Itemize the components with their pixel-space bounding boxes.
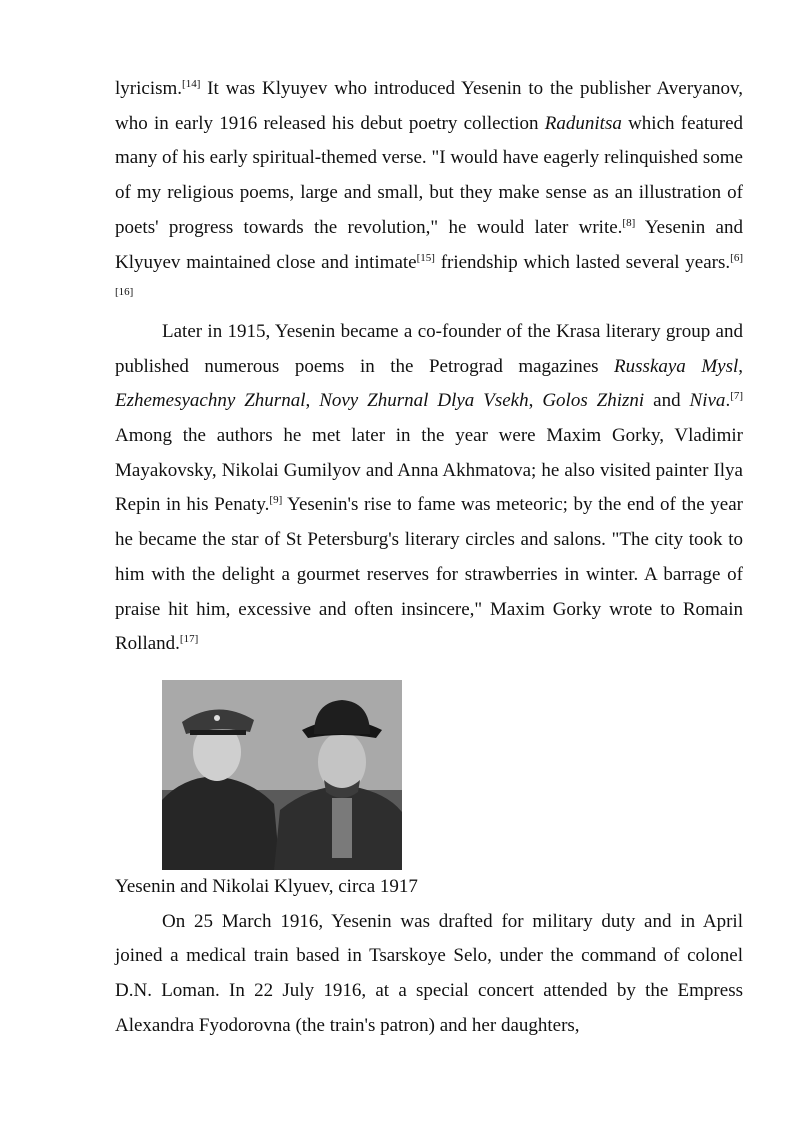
paragraph-3 xyxy=(115,905,743,1044)
text-run: Yesenin's rise to fame was meteoric; by the end of the year he became the star of St Petersburg's literary circles and salons. "The city took to him with the delight a gourmet reserves for strawberries in winter. A barrage of praise hit him, excessive and often insincere," Maxim Gorky wrote to Romain Rolland. xyxy=(115,494,743,655)
text-run: Among the authors he met later in the year were Maxim Gorky, Vladimir Mayakovsky, Nikolai Gumilyov and Anna Akhmatova; he also visited painter Ilya Repin in his Penaty. xyxy=(115,425,743,516)
text-run: , xyxy=(738,355,743,377)
paragraph-1 xyxy=(115,72,743,315)
photo-caption: Yesenin and Nikolai Klyuev, circa 1917 xyxy=(115,875,418,897)
text-run: and xyxy=(644,390,690,412)
citation-link[interactable]: [14] xyxy=(182,78,201,90)
text-run: . xyxy=(725,390,731,412)
citation-link[interactable]: [9] xyxy=(269,494,283,507)
magazine-title: Niva xyxy=(689,390,726,412)
book-title: Radunitsa xyxy=(544,112,622,134)
text-run: On 25 March 1916, Yesenin was drafted for military duty and in April joined a medical train based in Tsarskoye Selo, under the command of colonel D.N. Loman. In 22 July 1916, at a special concert attended by the Empress Alexandra Fyodorovna (the train's patron) and her daughters, xyxy=(115,910,743,1036)
photo-yesenin-klyuev xyxy=(162,680,402,870)
citation-link[interactable]: [7] xyxy=(730,390,744,403)
magazine-title: Ezhemesyachny Zhurnal xyxy=(115,390,306,412)
magazine-title: Golos Zhizni xyxy=(542,390,645,412)
text-run: , xyxy=(528,390,543,412)
text-run: It was Klyuyev who introduced Yesenin to the publisher Averyanov, who in early 1916 released his debut poetry collection xyxy=(115,78,743,134)
paragraph-2 xyxy=(115,315,743,662)
magazine-title: Novy Zhurnal Dlya Vsekh xyxy=(319,390,529,412)
text-run: Later in 1915, Yesenin became a co-founder of the Krasa literary group and published numerous poems in the Petrograd magazines xyxy=(115,320,743,377)
text-run: lyricism. xyxy=(115,78,183,99)
document-page xyxy=(115,72,743,1043)
magazine-title: Russkaya Mysl xyxy=(614,355,739,377)
text-run: which featured many of his early spiritual-themed verse. "I would have eagerly relinquished some of my religious poems, large and small, but they make sense as an illustration of poets' progress towards the revolution," he would later write. xyxy=(115,112,744,238)
text-run: friendship which lasted several years. xyxy=(434,251,731,273)
text-run: Yesenin and Klyuyev maintained close and intimate xyxy=(115,216,743,273)
citation-link[interactable]: [8] xyxy=(622,216,636,229)
photo-illustration xyxy=(162,680,402,870)
text-run: , xyxy=(305,390,320,412)
citation-link[interactable]: [6][16] xyxy=(115,251,743,299)
citation-link[interactable]: [15] xyxy=(416,251,435,264)
citation-link[interactable]: [17] xyxy=(179,633,199,646)
